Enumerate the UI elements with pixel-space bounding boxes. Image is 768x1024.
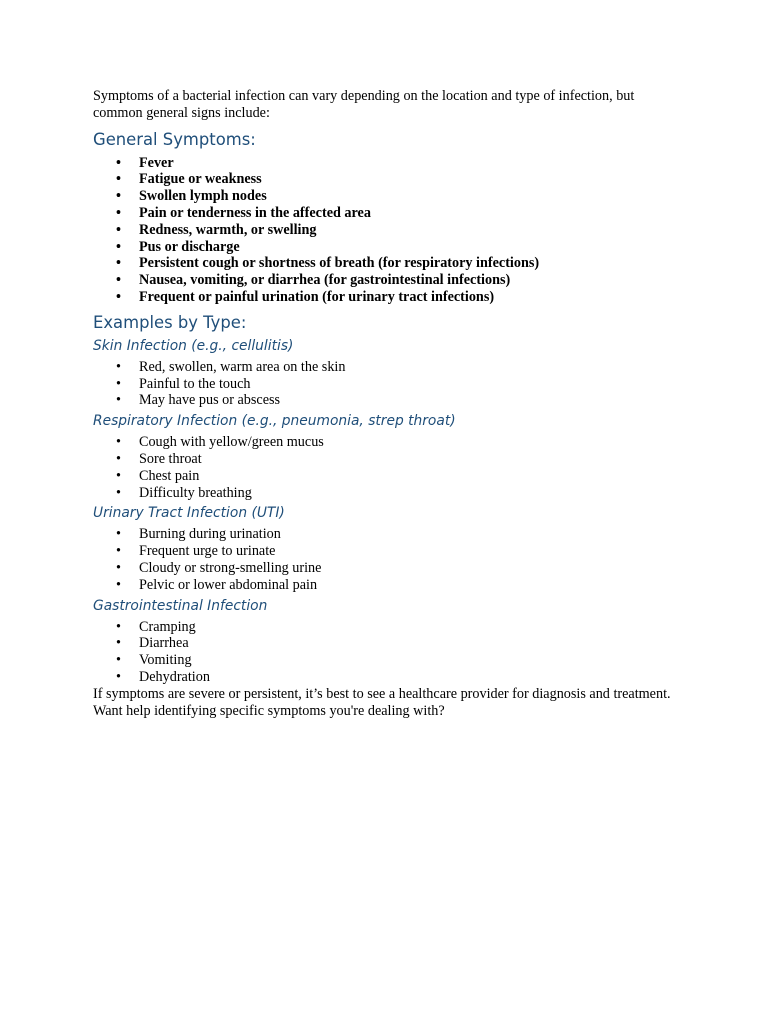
intro-paragraph: Symptoms of a bacterial infection can vary depending on the location and type of infection, but common general signs include: [93,88,635,121]
list-item: • Swollen lymph nodes [139,188,678,205]
list-item: • Frequent urge to urinate [139,543,678,560]
list-item: • May have pus or abscess [139,392,678,409]
respiratory-infection-heading: Respiratory Infection (e.g., pneumonia, strep throat) [93,413,456,430]
gastrointestinal-infection-heading: Gastrointestinal Infection [93,597,268,614]
document-page [93,88,678,719]
list-item: • Diarrhea [139,635,678,652]
general-symptoms-list [93,155,678,306]
closing-paragraph: If symptoms are severe or persistent, it’s best to see a healthcare provider for diagnosis and treatment. Want help identifying specific symptoms you're dealing with? [93,685,671,719]
examples-heading: Examples by Type: [93,312,247,332]
list-item: • Nausea, vomiting, or diarrhea (for gastrointestinal infections) [139,272,678,289]
list-item: • Pus or discharge [139,239,678,256]
list-item: • Fatigue or weakness [139,171,678,188]
list-item: • Cramping [139,619,678,636]
gastrointestinal-infection-list [93,619,678,686]
list-item: • Redness, warmth, or swelling [139,222,678,239]
list-item: • Red, swollen, warm area on the skin [139,359,678,376]
respiratory-infection-list [93,434,678,501]
list-item: • Dehydration [139,669,678,686]
list-item: • Fever [139,155,678,172]
list-item: • Painful to the touch [139,376,678,393]
list-item: • Persistent cough or shortness of breath (for respiratory infections) [139,255,678,272]
skin-infection-heading: Skin Infection (e.g., cellulitis) [93,337,294,354]
uti-list [93,526,678,593]
list-item: • Sore throat [139,451,678,468]
list-item: • Vomiting [139,652,678,669]
list-item: • Pain or tenderness in the affected area [139,205,678,222]
general-symptoms-heading: General Symptoms: [93,129,256,149]
list-item: • Cough with yellow/green mucus [139,434,678,451]
list-item: • Frequent or painful urination (for urinary tract infections) [139,289,678,306]
list-item: • Chest pain [139,468,678,485]
uti-heading: Urinary Tract Infection (UTI) [93,505,285,522]
list-item: • Difficulty breathing [139,485,678,502]
skin-infection-list [93,359,678,409]
list-item: • Burning during urination [139,526,678,543]
list-item: • Cloudy or strong-smelling urine [139,560,678,577]
list-item: • Pelvic or lower abdominal pain [139,577,678,594]
